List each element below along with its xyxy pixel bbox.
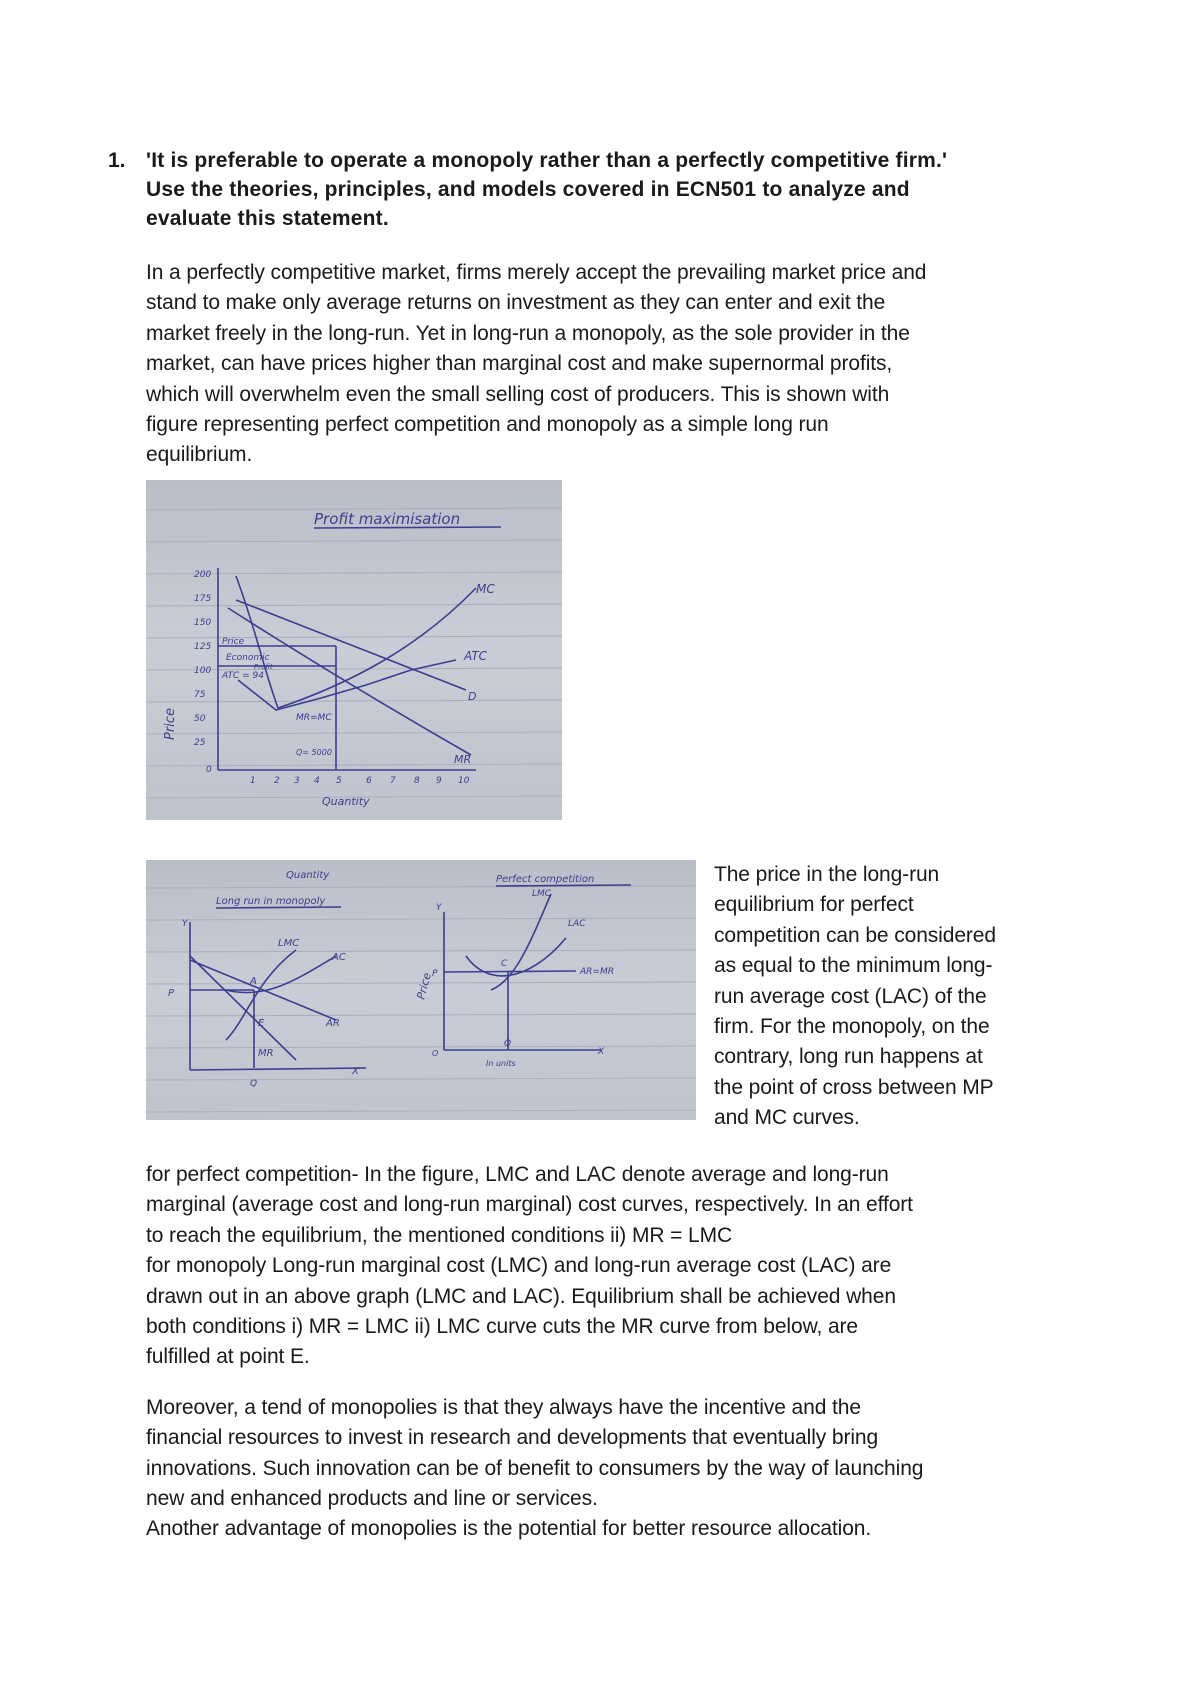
figure1-ylabel: Price xyxy=(163,708,178,740)
paragraph-line: run average cost (LAC) of the xyxy=(714,984,987,1008)
paragraph-line: for perfect competition- In the figure, LMC and LAC denote average and long-run xyxy=(146,1163,889,1186)
long-run-equilibrium-photo xyxy=(146,860,696,1120)
price-label: Price xyxy=(414,971,434,1001)
x-tick: 6 xyxy=(366,776,372,786)
paragraph-line: market, can have prices higher than marginal cost and make supernormal profits, xyxy=(146,352,893,376)
point-a-label: A xyxy=(250,976,257,987)
atc-value-label: ATC = 94 xyxy=(222,671,264,681)
question-line: evaluate this statement. xyxy=(146,207,389,230)
question-line: 'It is preferable to operate a monopoly rather than a perfectly competitive firm.' xyxy=(146,149,948,172)
profit-maximisation-photo xyxy=(146,480,562,820)
paragraph-line: marginal (average cost and long-run marginal) cost curves, respectively. In an effort xyxy=(146,1193,913,1217)
x-tick: 4 xyxy=(314,776,320,786)
x-tick: 5 xyxy=(336,776,342,786)
paragraph-line: equilibrium for perfect xyxy=(714,893,914,917)
paragraph-line: new and enhanced products and line or services. xyxy=(146,1487,598,1511)
paragraph-line: drawn out in an above graph (LMC and LAC). Equilibrium shall be achieved when xyxy=(146,1284,896,1308)
x-tick: 3 xyxy=(294,776,300,786)
monopoly-title: Long run in monopoly xyxy=(216,896,326,907)
paragraph-line: market freely in the long-run. Yet in long-run a monopoly, as the sole provider in the xyxy=(146,321,910,345)
ac-label: AC xyxy=(332,952,346,963)
x-tick: 10 xyxy=(458,776,470,786)
paragraph-line: Another advantage of monopolies is the potential for better resource allocation. xyxy=(146,1517,872,1540)
origin-label: O xyxy=(432,1049,439,1058)
point-c-label: C xyxy=(501,959,508,969)
q-max-label: Q= 5000 xyxy=(296,748,332,757)
y2-axis-label: Y xyxy=(436,903,442,913)
paragraph-line: which will overwhelm even the small selling cost of producers. This is shown with xyxy=(146,382,890,406)
figure1-xlabel: Quantity xyxy=(322,795,370,808)
y-tick: 75 xyxy=(194,690,206,700)
lmc-label: LMC xyxy=(278,938,300,949)
quantity-label: Quantity xyxy=(286,870,330,881)
equilibrium-paragraph xyxy=(146,1160,1086,1373)
atc-label: ATC xyxy=(464,649,488,663)
x-tick: 7 xyxy=(390,776,396,786)
y-tick: 200 xyxy=(194,570,212,580)
side-paragraph xyxy=(714,860,1084,1134)
question-line: Use the theories, principles, and models covered in ECN501 to analyze and xyxy=(146,178,910,201)
paragraph-line: The price in the long-run xyxy=(714,863,940,886)
question-text xyxy=(146,146,1066,233)
innovation-paragraph xyxy=(146,1393,1086,1515)
y-tick: 150 xyxy=(194,618,212,628)
p2-label: P xyxy=(432,969,438,979)
y-tick: 50 xyxy=(194,714,206,724)
x-tick: 8 xyxy=(414,776,420,786)
paragraph-line: contrary, long run happens at xyxy=(714,1045,983,1069)
figure1-title: Profit maximisation xyxy=(314,510,461,528)
mr-label: MR xyxy=(258,1048,274,1059)
x-tick: 9 xyxy=(436,776,442,786)
x-axis-label: X xyxy=(352,1066,359,1077)
lmc2-label: LMC xyxy=(532,889,552,899)
paragraph-line: financial resources to invest in research and developments that eventually bring xyxy=(146,1426,879,1450)
ar-label: AR xyxy=(326,1018,340,1029)
intro-paragraph xyxy=(146,258,1086,471)
y-tick: 100 xyxy=(194,666,212,676)
resource-paragraph xyxy=(146,1514,1086,1544)
economic-profit-label: Profit xyxy=(254,663,273,671)
paragraph-line: competition can be considered xyxy=(714,923,996,947)
ar-mr-label: AR=MR xyxy=(580,967,614,977)
paragraph-line: figure representing perfect competition and monopoly as a simple long run xyxy=(146,413,829,437)
paragraph-line: In a perfectly competitive market, firms merely accept the prevailing market price and xyxy=(146,261,927,284)
paragraph-line: fulfilled at point E. xyxy=(146,1345,310,1369)
x-tick: 1 xyxy=(250,776,256,786)
mc-label: MC xyxy=(476,582,495,596)
paragraph-line: the point of cross between MP xyxy=(714,1075,994,1099)
paragraph-line: Moreover, a tend of monopolies is that they always have the incentive and the xyxy=(146,1396,861,1419)
mr-label: MR xyxy=(454,753,472,766)
y-tick: 25 xyxy=(194,738,206,748)
x-tick: 2 xyxy=(274,776,280,786)
point-e-label: E xyxy=(258,1018,265,1029)
question-number: 1. xyxy=(108,149,126,172)
y-tick: 175 xyxy=(194,594,212,604)
paragraph-line: as equal to the minimum long- xyxy=(714,954,993,978)
y-tick: 125 xyxy=(194,642,212,652)
paragraph-line: for monopoly Long-run marginal cost (LMC) and long-run average cost (LAC) are xyxy=(146,1254,892,1278)
paragraph-line: equilibrium. xyxy=(146,443,253,467)
paragraph-line: innovations. Such innovation can be of benefit to consumers by the way of launching xyxy=(146,1456,924,1480)
q-label: Q xyxy=(250,1079,258,1089)
paragraph-line: both conditions i) MR = LMC ii) LMC curve cuts the MR curve from below, are xyxy=(146,1315,858,1339)
economic-profit-label: Economic xyxy=(226,653,270,663)
p-label: P xyxy=(168,988,175,999)
paragraph-line: firm. For the monopoly, on the xyxy=(714,1015,990,1039)
mr-mc-label: MR=MC xyxy=(296,713,332,723)
units-label: In units xyxy=(486,1059,516,1068)
paragraph-line: stand to make only average returns on investment as they can enter and exit the xyxy=(146,291,886,315)
lac-label: LAC xyxy=(568,919,586,929)
paragraph-line: and MC curves. xyxy=(714,1106,860,1130)
perfect-title: Perfect competition xyxy=(496,874,595,885)
q2-label: Q xyxy=(504,1039,512,1049)
x2-axis-label: X xyxy=(598,1047,605,1057)
paragraph-line: to reach the equilibrium, the mentioned conditions ii) MR = LMC xyxy=(146,1223,733,1247)
y-axis-label: Y xyxy=(182,919,188,929)
y-tick: 0 xyxy=(206,765,212,775)
price-label: Price xyxy=(222,637,245,647)
d-label: D xyxy=(468,690,477,703)
